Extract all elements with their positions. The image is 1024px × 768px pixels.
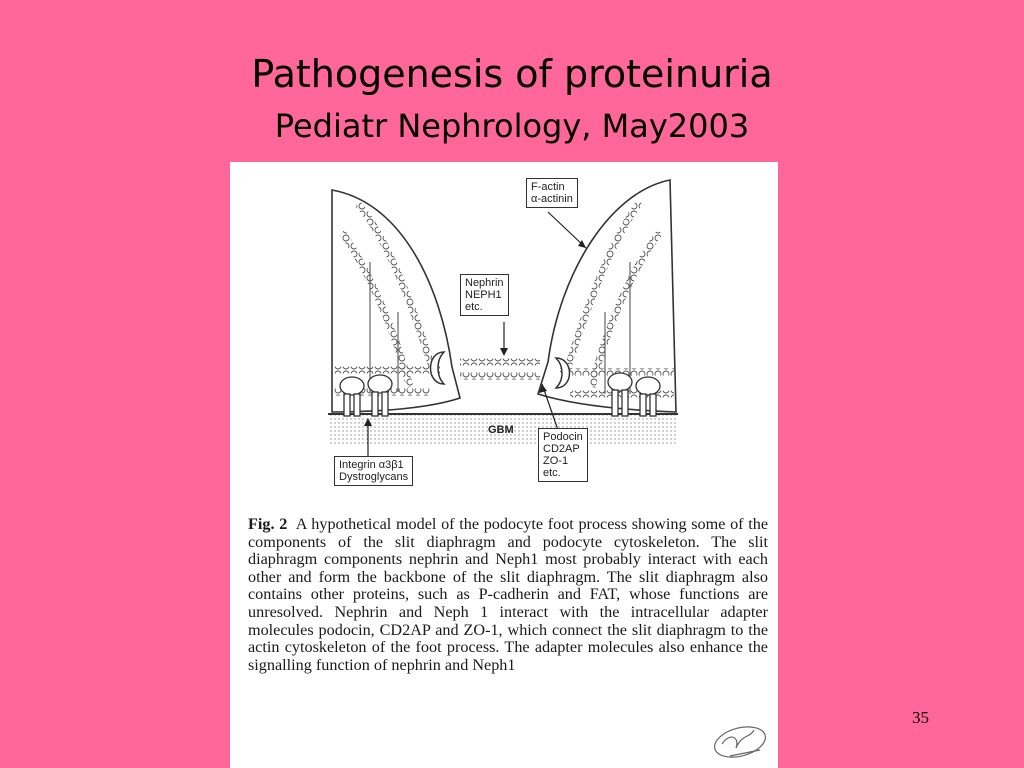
label-nephrin bbox=[460, 274, 509, 316]
label-podocin-3: ZO-1 bbox=[543, 455, 569, 467]
podocyte-diagram bbox=[230, 162, 778, 768]
label-factin bbox=[526, 178, 578, 208]
label-gbm: GBM bbox=[488, 424, 514, 436]
label-factin-2: α-actinin bbox=[531, 193, 573, 205]
page-number: 35 bbox=[912, 708, 929, 727]
slide-title: Pathogenesis of proteinuria bbox=[251, 52, 773, 96]
caption-label: Fig. 2 bbox=[248, 515, 288, 533]
label-podocin-2: CD2AP bbox=[543, 443, 580, 455]
adapter-left bbox=[431, 352, 445, 384]
right-foot-process bbox=[538, 180, 676, 412]
label-podocin-1: Podocin bbox=[543, 431, 583, 443]
label-factin-1: F-actin bbox=[531, 181, 565, 193]
caption-text: A hypothetical model of the podocyte foot process showing some of the components of the slit diaphragm and podocyte cytoskeleton. The slit diaphragm components nephrin and Neph1 most probably interact with each other and form the backbone of the slit diaphragm. The slit diaphragm also contains other proteins, such as P-cadherin and FAT, whose functions are unresolved. Nephrin and Neph 1 interact with the intracellular adapter molecules podocin, CD2AP and ZO-1, which connect the slit diaphragm to the actin cytoskeleton of the foot process. The adapter molecules also enhance the signalling function of nephrin and Neph1 bbox=[248, 515, 769, 674]
figure-caption bbox=[248, 516, 768, 674]
label-nephrin-2: NEPH1 bbox=[465, 289, 502, 301]
handwritten-signature bbox=[711, 722, 768, 763]
label-integrin-2: Dystroglycans bbox=[339, 471, 409, 483]
label-podocin-4: etc. bbox=[543, 467, 561, 479]
label-integrin-1: Integrin α3β1 bbox=[339, 459, 404, 471]
label-nephrin-3: etc. bbox=[465, 301, 483, 313]
label-nephrin-1: Nephrin bbox=[465, 277, 504, 289]
label-integrin bbox=[334, 456, 413, 486]
slide-subtitle: Pediatr Nephrology, May2003 bbox=[274, 107, 750, 145]
scanned-figure bbox=[230, 162, 778, 768]
label-podocin bbox=[538, 428, 588, 482]
